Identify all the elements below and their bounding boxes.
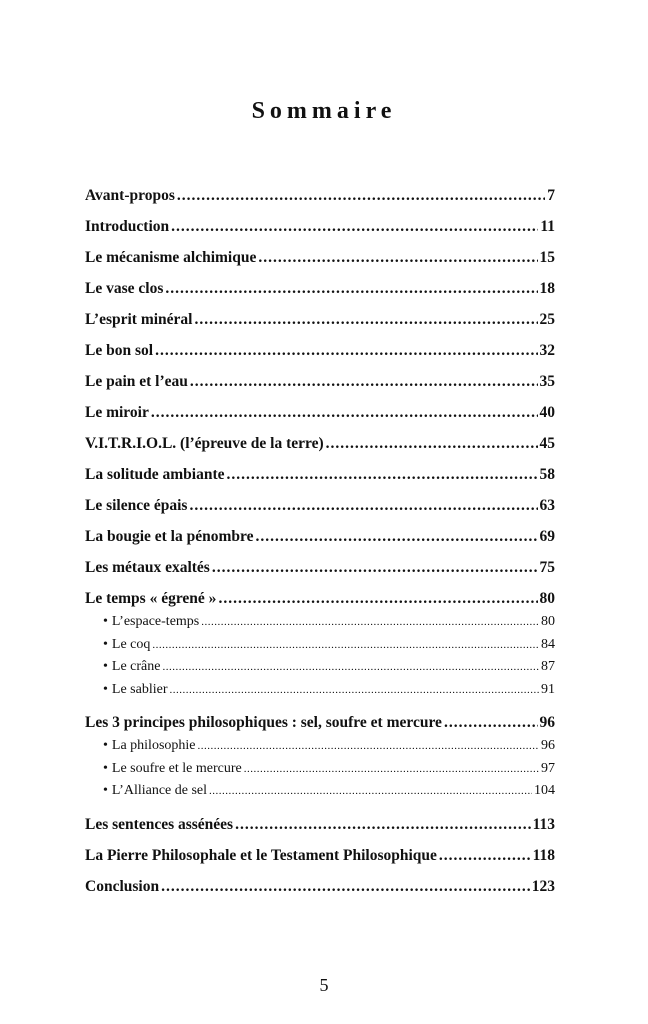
toc-entry-label: Introduction xyxy=(85,218,170,235)
dot-leader xyxy=(195,304,538,335)
dot-leader xyxy=(439,840,531,871)
toc-entry-label: Le pain et l’eau xyxy=(85,373,188,390)
dot-leader xyxy=(258,242,537,273)
toc-entry-label: L’esprit minéral xyxy=(85,311,193,328)
toc-entry xyxy=(85,273,555,304)
toc-sub-entry-page: 97 xyxy=(541,760,555,776)
toc-entry-label: Conclusion xyxy=(85,877,160,895)
dot-leader xyxy=(189,490,537,521)
toc-entry xyxy=(85,707,555,738)
toc-entry-page: 35 xyxy=(539,373,555,390)
dot-leader xyxy=(162,656,539,679)
dot-leader xyxy=(326,428,538,459)
bullet-icon: • xyxy=(103,783,108,798)
toc-entry-page: 15 xyxy=(539,249,555,266)
toc-sub-entry-label: L’Alliance de sel xyxy=(111,783,208,798)
dot-leader xyxy=(235,809,531,840)
toc-entry xyxy=(85,428,555,459)
toc-sub-entry xyxy=(85,611,555,634)
bullet-icon: • xyxy=(103,681,108,697)
dot-leader xyxy=(165,273,537,304)
dot-leader xyxy=(155,335,537,366)
dot-leader xyxy=(170,679,540,702)
toc-entry-page: 58 xyxy=(539,466,555,483)
toc-sub-entry xyxy=(85,679,555,702)
toc-sub-list xyxy=(85,735,555,803)
bullet-icon: • xyxy=(103,636,108,652)
toc-entry-page: 18 xyxy=(539,280,555,297)
toc-entry-label: La Pierre Philosophale et le Testament Philosophique xyxy=(85,846,437,864)
toc-entry-page: 40 xyxy=(539,404,555,421)
toc-entry-page: 69 xyxy=(539,528,555,545)
toc-entry xyxy=(85,552,555,583)
toc-sub-entry xyxy=(85,780,555,803)
toc-entry-label: Le vase clos xyxy=(85,280,164,297)
dot-leader xyxy=(209,780,532,803)
toc-sub-entry-label: Le sablier xyxy=(111,681,168,697)
toc-entry-page: 45 xyxy=(539,435,555,452)
toc-sub-entry-page: 96 xyxy=(541,738,555,753)
bullet-icon: • xyxy=(103,760,108,776)
toc-sub-entry-label: Le soufre et le mercure xyxy=(111,760,242,776)
toc-entry-page: 63 xyxy=(539,497,555,514)
toc-entry-page: 7 xyxy=(547,187,555,204)
toc-entry-page: 32 xyxy=(539,342,555,359)
toc-entry-label: Le bon sol xyxy=(85,342,154,359)
toc-sub-entry xyxy=(85,656,555,679)
bullet-icon: • xyxy=(103,614,108,629)
toc-entry-page: 75 xyxy=(539,559,555,576)
toc-entry xyxy=(85,521,555,552)
dot-leader xyxy=(244,758,539,781)
toc-sub-entry-page: 91 xyxy=(541,681,555,697)
toc-sub-entry-label: Le crâne xyxy=(111,659,161,674)
dot-leader xyxy=(444,707,538,738)
toc-entry-label: Le mécanisme alchimique xyxy=(85,249,257,266)
dot-leader xyxy=(152,634,539,657)
toc-entry xyxy=(85,335,555,366)
toc-entry xyxy=(85,242,555,273)
dot-leader xyxy=(227,459,538,490)
toc-entry xyxy=(85,304,555,335)
toc-sub-entry-page: 87 xyxy=(541,659,555,674)
toc-entry xyxy=(85,211,555,242)
toc-entry-label: La bougie et la pénombre xyxy=(85,528,254,545)
toc-entry-label: Avant-propos xyxy=(85,187,175,204)
toc-entry xyxy=(85,840,555,871)
dot-leader xyxy=(212,552,538,583)
toc-entry-page: 123 xyxy=(531,877,555,895)
toc-entry xyxy=(85,459,555,490)
toc-sub-entry xyxy=(85,634,555,657)
toc-entry-page: 25 xyxy=(539,311,555,328)
toc-sub-entry-label: L’espace-temps xyxy=(111,614,200,629)
page-title: Sommaire xyxy=(251,98,397,124)
toc-entry-page: 80 xyxy=(539,590,555,607)
dot-leader xyxy=(151,397,538,428)
dot-leader xyxy=(171,211,538,242)
toc-entry-label: La solitude ambiante xyxy=(85,466,225,483)
dot-leader xyxy=(218,583,537,614)
toc-entry xyxy=(85,397,555,428)
dot-leader xyxy=(201,611,539,634)
dot-leader xyxy=(161,871,530,902)
page-number: 5 xyxy=(319,975,329,995)
toc-entry xyxy=(85,490,555,521)
toc-entry-page: 11 xyxy=(540,218,555,235)
toc-entry xyxy=(85,871,555,902)
toc-entry-label: Les 3 principes philosophiques : sel, soufre et mercure xyxy=(85,714,442,731)
toc-entry xyxy=(85,366,555,397)
toc-sub-entry xyxy=(85,735,555,758)
dot-leader xyxy=(177,180,545,211)
toc-entry-label: Le silence épais xyxy=(85,497,188,514)
bullet-icon: • xyxy=(103,738,108,753)
toc-entry-page: 96 xyxy=(539,714,555,731)
toc-sub-entry-page: 80 xyxy=(541,614,555,629)
toc-sub-entry-page: 84 xyxy=(541,636,555,652)
toc-entry-page: 113 xyxy=(532,815,555,833)
dot-leader xyxy=(190,366,538,397)
toc-sub-entry-label: Le coq xyxy=(111,636,151,652)
toc-entry-label: Les sentences assénées xyxy=(85,815,234,833)
dot-leader xyxy=(256,521,538,552)
toc-sub-entry-page: 104 xyxy=(534,783,555,798)
toc-entry-label: V.I.T.R.I.O.L. (l’épreuve de la terre) xyxy=(85,435,324,452)
toc-entry xyxy=(85,583,555,614)
toc-entry xyxy=(85,180,555,211)
toc-sub-entry-label: La philosophie xyxy=(111,738,196,753)
toc-entry-page: 118 xyxy=(532,846,555,864)
table-of-contents xyxy=(85,180,555,902)
bullet-icon: • xyxy=(103,659,108,674)
toc-sub-entry xyxy=(85,758,555,781)
toc-entry-label: Les métaux exaltés xyxy=(85,559,210,576)
toc-sub-list xyxy=(85,611,555,701)
toc-entry-label: Le temps « égrené » xyxy=(85,590,217,607)
dot-leader xyxy=(198,735,539,758)
toc-entry-label: Le miroir xyxy=(85,404,149,421)
toc-entry xyxy=(85,809,555,840)
